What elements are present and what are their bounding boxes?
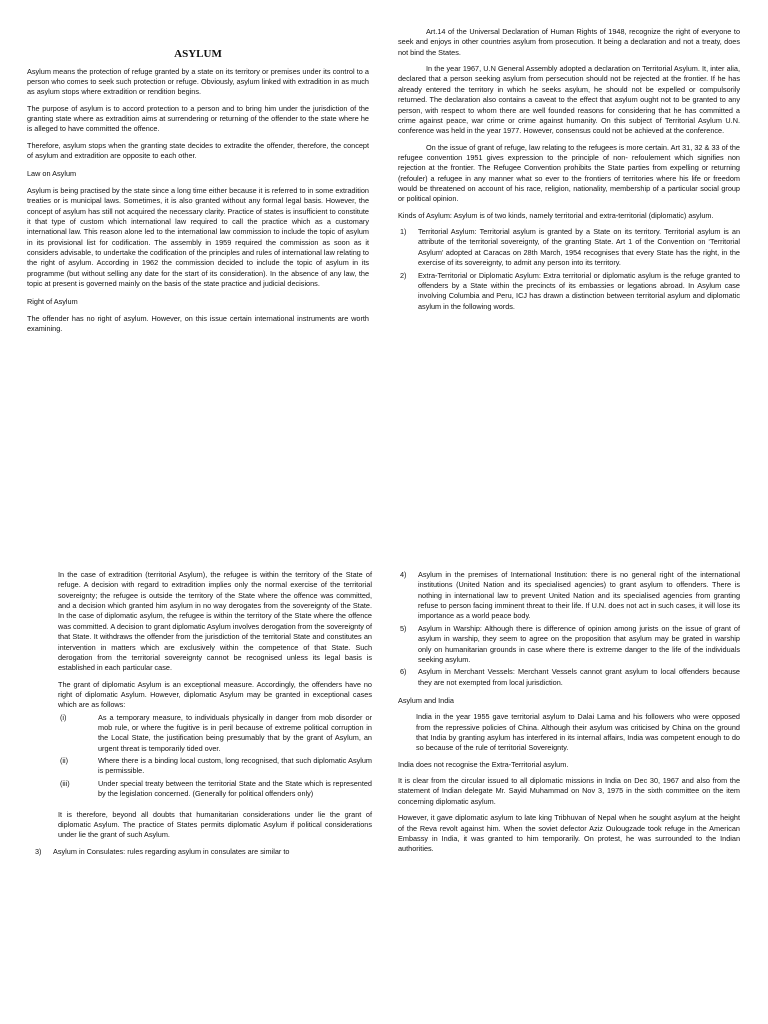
- document-title: ASYLUM: [174, 48, 222, 60]
- paragraph: It is therefore, beyond all doubts that humanitarian considerations under lie the grant of diplomatic Asylum. The practice of States permits diplomatic Asylum if political considerations under lie the grant of such Asylum.: [58, 809, 372, 840]
- section-heading-india: Asylum and India: [398, 695, 454, 705]
- list-number: 5): [400, 623, 407, 633]
- list-number: 3): [35, 846, 42, 856]
- list-item: [398, 624, 740, 665]
- list-text: Asylum in the premises of International Institution: there is no general right of the international institutions (United Nation and its specialised agencies) to grant asylum to offenders. There is nothing in international law to prevent United Nation and its specialised agencies from granting refuse to person facing imminent threat to their life. If U.N. does not act in such cases, it will lose its importance as a world peace body.: [418, 570, 740, 621]
- paragraph: Art.14 of the Universal Declaration of Human Rights of 1948, recognize the right of everyone to seek and enjoys in other countries asylum from prosecution. It being a declaration and not a treaty, does not bind the States.: [398, 27, 740, 57]
- list-item: [398, 227, 740, 268]
- paragraph: India does not recognise the Extra-Territorial asylum.: [398, 759, 569, 769]
- paragraph: The offender has no right of asylum. However, on this issue certain international instruments are worth examining.: [27, 313, 369, 334]
- list-text: Extra-Territorial or Diplomatic Asylum: Extra territorial or diplomatic asylum is the refuge granted to offenders by a State within the precincts of its embassies or legations abroad. In Asylum case involving Columbia and Peru, ICJ has drawn a distinction between territorial asylum and diplomatic asylum in the following words.: [418, 270, 740, 311]
- paragraph: It is clear from the circular issued to all diplomatic missions in India on Dec 30, 1967 and also from the statement of Indian delegate Mr. Sayid Muhammad on Nov 3, 1975 in the sixth committee on the item concerning diplomatic asylum.: [398, 776, 740, 806]
- list-text: Asylum in Merchant Vessels: Merchant Vessels cannot grant asylum to local offenders because they are not exempted from local jurisdiction.: [418, 667, 740, 687]
- list-item: [398, 271, 740, 312]
- list-number: (iii): [60, 778, 70, 788]
- list-text: Asylum in Consulates: rules regarding asylum in consulates are similar to: [53, 846, 290, 856]
- list-text: Under special treaty between the territorial State and the State which is represented by the legislation concerned. (Generally for political offenders only): [98, 778, 372, 799]
- list-item: [398, 667, 740, 688]
- kinds-list: [398, 227, 740, 312]
- section-heading-right: Right of Asylum: [27, 297, 78, 307]
- page-bottom-right: [398, 570, 740, 861]
- list-item: [33, 847, 372, 857]
- paragraph-kinds: Kinds of Asylum: Asylum is of two kinds, namely territorial and extra-territorial (diplomatic) asylum.: [398, 210, 714, 220]
- page-top-left: [27, 47, 369, 341]
- list-number: 6): [400, 667, 407, 677]
- paragraph: The grant of diplomatic Asylum is an exceptional measure. Accordingly, the offenders have no right of diplomatic Asylum. However, diplomatic Asylum may be granted in exceptional cases which are as follows:: [58, 679, 372, 710]
- list-number: 1): [400, 227, 407, 237]
- list-item: [398, 570, 740, 622]
- list-number: 4): [400, 570, 407, 579]
- paragraph: Asylum means the protection of refuge granted by a state on its territory or premises under its control to a person who comes to seek such protection or refuge. Obviously, asylum linked with extradition in as much as asylum stops where extradition or rendition begins.: [27, 66, 369, 97]
- list-number: 2): [400, 270, 407, 280]
- page-bottom-left: [35, 570, 372, 863]
- paragraph: In the case of extradition (territorial Asylum), the refugee is within the territory of the State of refuge. A decision with regard to extradition implies only the normal exercise of the territorial sovereignty; the refugee is outside the territory of the State where the offence was committed, and a decision which granted him asylum in no way derogates from the sovereignty of the State. In the case of diplomatic asylum, the refugee is within the territory of the State where the offence was committed. A decision to grant diplomatic Asylum involves derogation from the sovereignty of that State. It withdraws the offender from the jurisdiction of the territorial State and constitutes an intervention in matters which are exclusively within the competence of that State. Such derogation from the territorial sovereignty cannot be recognised unless its legal basis is established in each particular case.: [58, 570, 372, 673]
- paragraph: However, it gave diplomatic asylum to late king Tribhuvan of Nepal when he sought asylum at the height of the Reva revolt against him. When the soviet defector Aziz Oulougzade took refuge in the American Embassy in India, it was granted to him temporarily. On protest, he was surrounded to the Indian authorities.: [398, 813, 740, 854]
- section-heading-law: Law on Asylum: [27, 169, 77, 179]
- paragraph: On the issue of grant of refuge, law relating to the refugees is more certain. Art 31, 32 & 33 of the refugee convention 1951 gives expression to the principle of non- refoulement which signifies non rejection at the frontier. The Refugee Convention prohibits the State parties from expelling or returning (refouler) a refugee in any manner what so ever to the frontiers of territories where his life or freedom would be threatened on account of his race, religion, nationality, membership of a particular social group or political opinion.: [398, 142, 740, 204]
- paragraph: India in the year 1955 gave territorial asylum to Dalai Lama and his followers who were opposed from the repressive policies of China. Although their asylum was criticised by China on the ground that India by granting asylum has interfered in its internal affairs, India was competent enough to do so because of the rule of territorial Sovereignty.: [416, 712, 740, 753]
- paragraph: Therefore, asylum stops when the granting state decides to extradite the offender, therefore, the concept of asylum and extradition are opposite to each other.: [27, 140, 369, 161]
- list-text: Asylum in Warship: Although there is difference of opinion among jurists on the issue of grant of asylum in warship, they seem to agree on the proposition that asylum may be grated in warship only on humanitarian grounds in case where there is extreme danger to the life of the individuals seeking asylum.: [418, 623, 740, 664]
- consulates-list: [33, 847, 372, 857]
- list-number: (ii): [60, 756, 69, 766]
- list-item: [58, 756, 372, 777]
- paragraph: In the year 1967, U.N General Assembly adopted a declaration on Territorial Asylum. It, inter alia, declared that a person seeking asylum from persecution should not be rejected at the frontier. If he has already entered the territory in which he seeks asylum, he should not be expelled or compulsorily returned. The declaration also contains a caveat to the effect that asylum ought not to be granted to any person, with respect to whom there are well founded reasons for considering that he has committed a crime against peace, war crime or crime against humanity. On this subject of Territorial Asylum U.N. conference was held in the year 1977. However, consensus could not be achieved at the conference.: [398, 64, 740, 136]
- list-number: (i): [60, 712, 67, 722]
- list-text: Where there is a binding local custom, long recognised, that such diplomatic Asylum is permissible.: [98, 756, 372, 776]
- paragraph: Asylum is being practised by the state since a long time either because it is referred to in some extradition treaties or is municipal laws. Sometimes, it is also granted without any formal legal basis. However, the concept of asylum has still not acquired the necessary clarity. Practice of states is insufficient to constitute it that type of custom which international law required to call the practice which as a customary international law. This reason alone led to the international law commission to include the topic of asylum in its provisional list for codification. The assembly in 1959 required the commission as soon as it considers advisable, to undertake the codification of the principles and rules of international law relating to the right of asylum. According in 1962 the commission decided to include the topic of asylum in its programme (but without selling any date for the start of its consideration). In the absence of any law, the topic at present is governed mainly on the basis of the state practice and judicial decisions.: [27, 185, 369, 289]
- exceptional-cases-list: [58, 713, 372, 800]
- list-text: Territorial Asylum: Territorial asylum is granted by a State on its territory. Territorial asylum is an attribute of the territorial sovereignty, of the granting State. Art 1 of the Convention on ‘Territorial Asylum’ adopted at Caracas on 28th March, 1954 recognises that every State has the right, in the exercise of its sovereignty, to admit any person into its territory.: [418, 227, 740, 268]
- list-item: [58, 779, 372, 800]
- list-text: As a temporary measure, to individuals physically in danger from mob disorder or mob rule, or where the fugitive is in peril because of extreme political corruption in the Local State, the justification being presumably that by the grant of Asylum, an urgent threat is temporarily tided over.: [98, 712, 372, 753]
- asylum-types-list: [398, 570, 740, 688]
- list-item: [58, 713, 372, 754]
- paragraph: The purpose of asylum is to accord protection to a person and to bring him under the jurisdiction of the granting state where as extradition aims at surrendering or returning of the offender to the state where he is alleged to have committed the offence.: [27, 103, 369, 134]
- page-top-right: [398, 27, 740, 318]
